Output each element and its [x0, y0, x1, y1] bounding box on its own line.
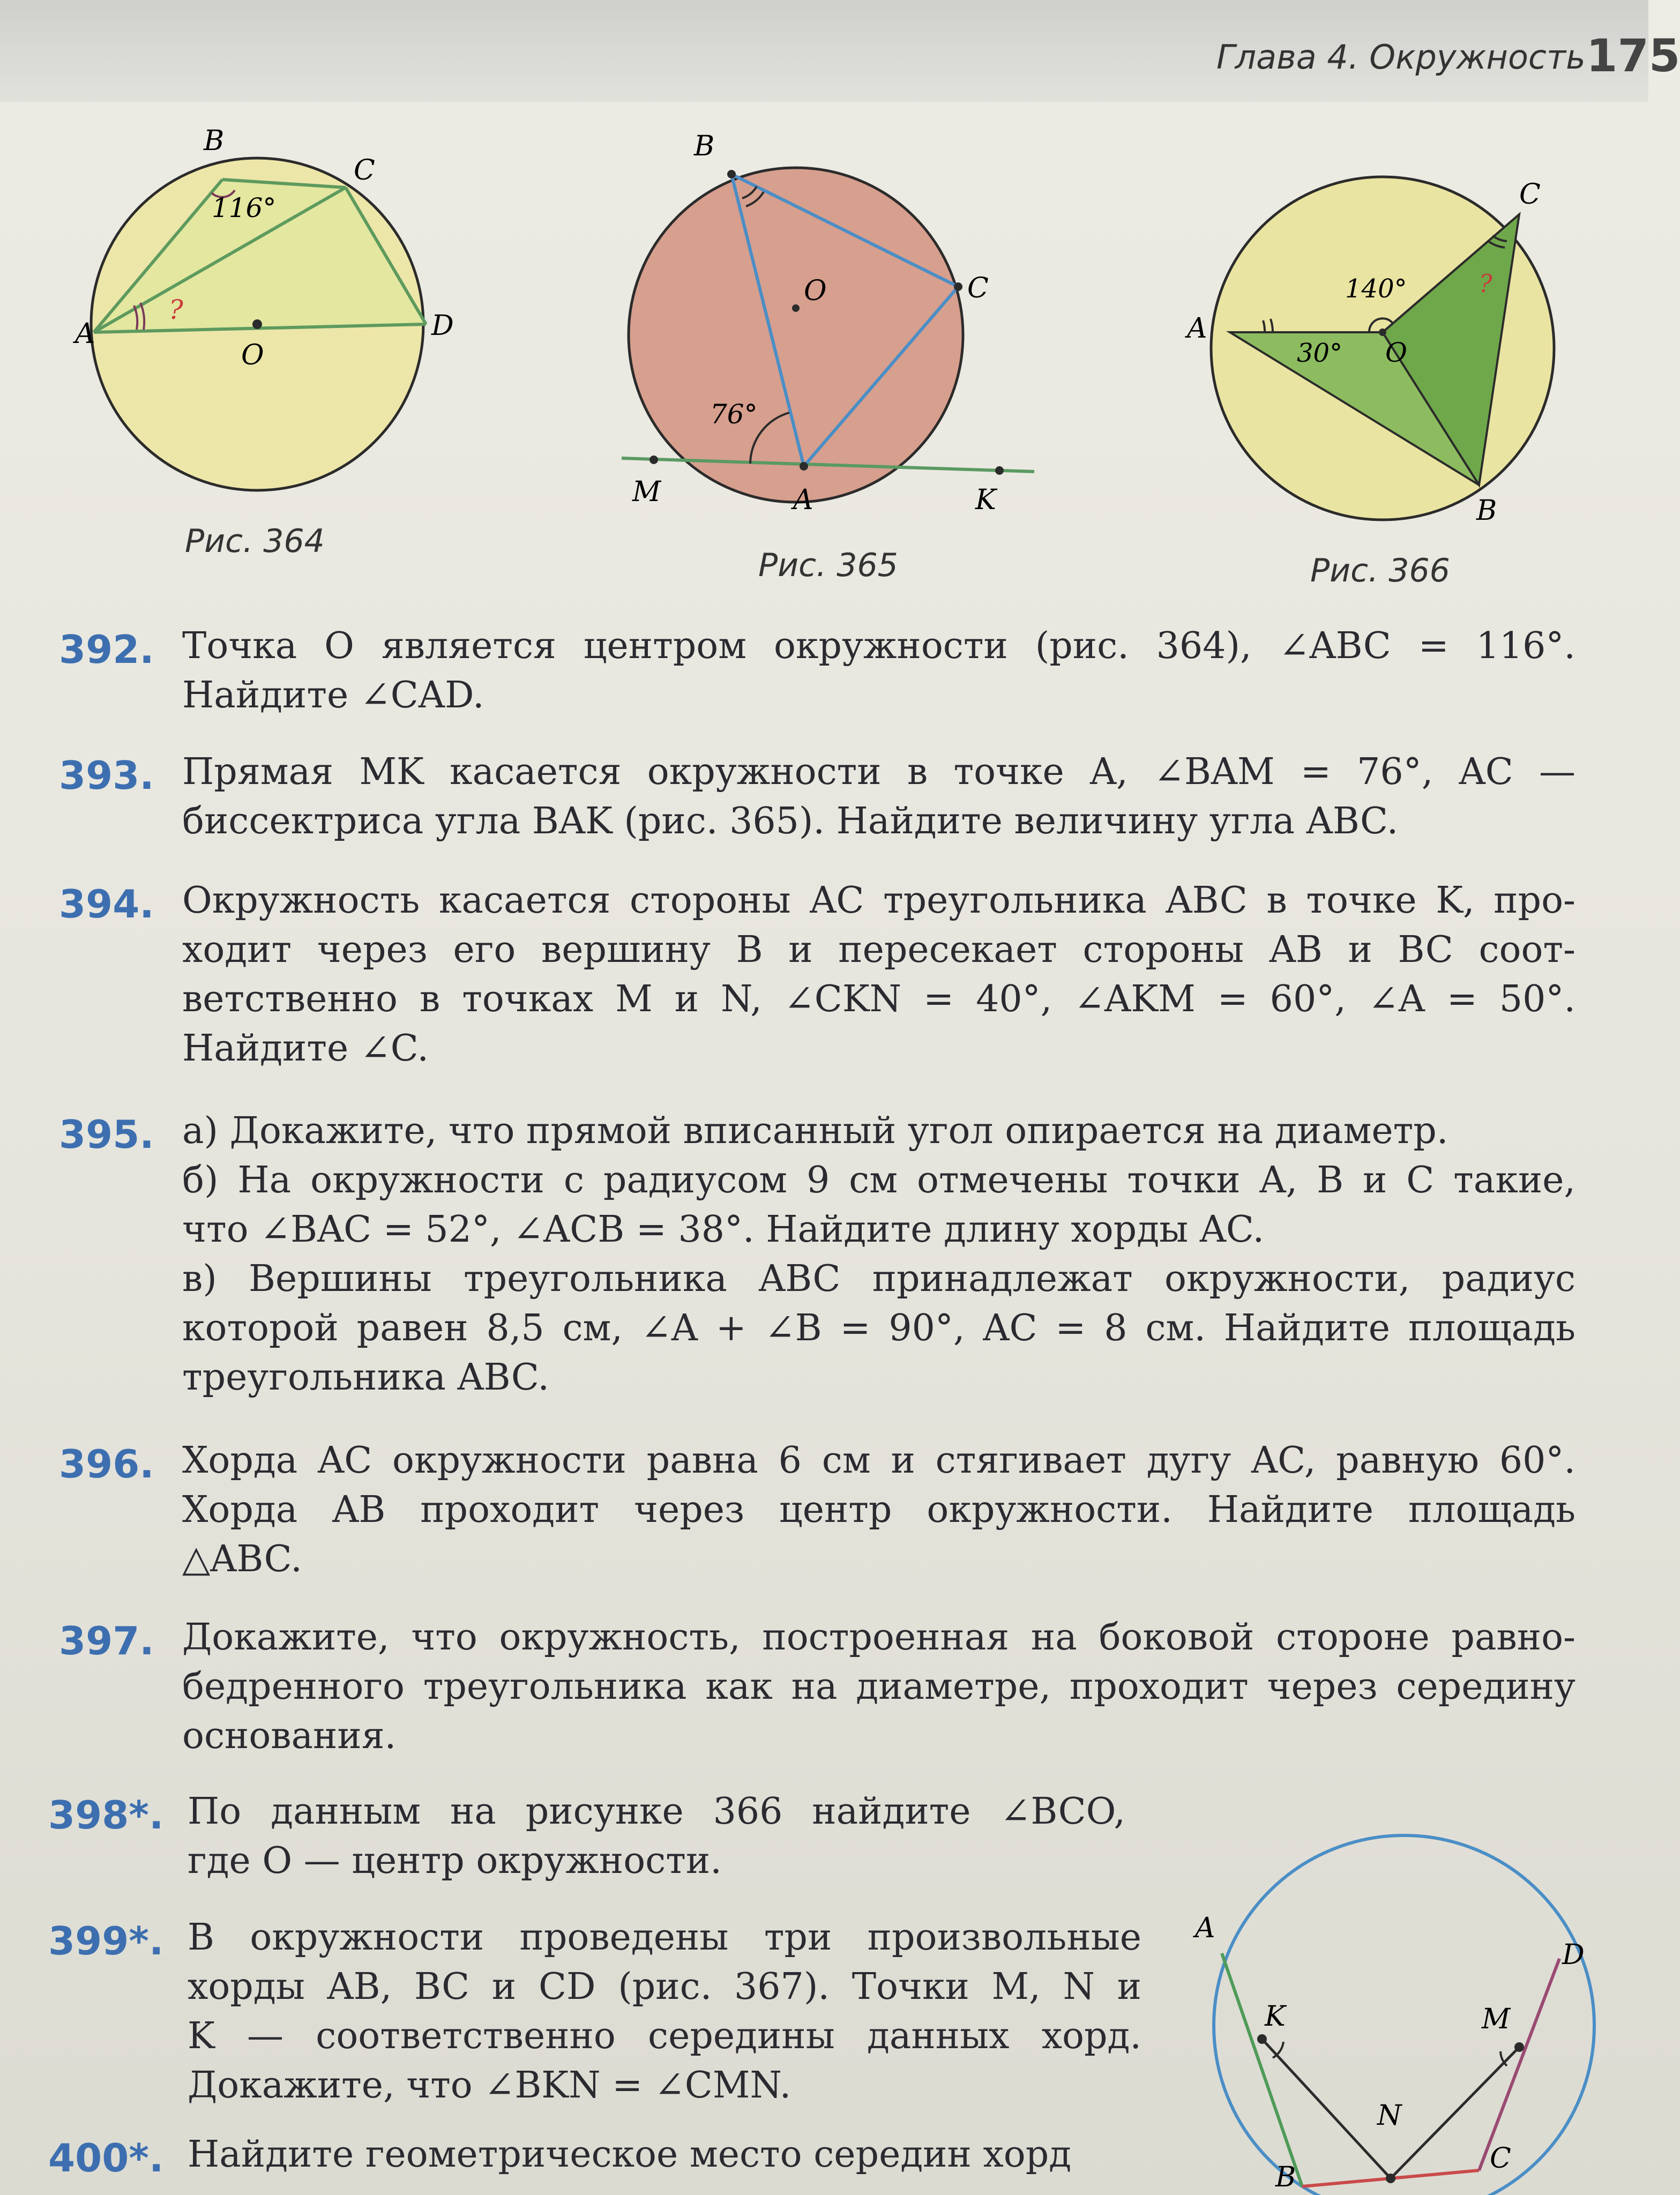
problem-number: 393.: [59, 753, 154, 798]
problem-text-line: Точка O является центром окружности (рис. 364), ∠ABC = 116°.: [182, 625, 1576, 667]
label-O: O: [804, 275, 827, 307]
figure-364: [75, 118, 456, 547]
label-C: C: [1490, 2142, 1511, 2175]
problem-text-line: треугольника ABC.: [182, 1356, 550, 1399]
figure-365: [611, 123, 1050, 541]
figure-366: [1179, 161, 1586, 547]
problem-text-line: которой равен 8,5 см, ∠A + ∠B = 90°, AC = 8 см. Найдите площадь: [182, 1307, 1576, 1349]
problem-text-line: K — соответственно середины данных хорд.: [188, 2015, 1141, 2057]
problem-number: 400*.: [48, 2136, 164, 2181]
page-number: 175: [1586, 29, 1680, 82]
problem-text-line: Найдите ∠CAD.: [182, 674, 484, 716]
caption-364: Рис. 364: [185, 522, 325, 560]
caption-366: Рис. 366: [1310, 552, 1450, 589]
angle-label: 76°: [710, 399, 758, 430]
label-B: B: [1476, 495, 1497, 527]
figure-367: [1158, 1790, 1648, 2195]
label-B: B: [1275, 2161, 1296, 2193]
label-D: D: [431, 310, 454, 342]
problem-text-line: Докажите, что окружность, построенная на боковой стороне равно-: [182, 1616, 1576, 1659]
problem-number: 394.: [59, 882, 154, 927]
label-A: A: [1187, 312, 1207, 345]
circle-365: [629, 168, 963, 502]
label-A: A: [75, 318, 95, 350]
problem-text-line: биссектриса угла BAK (рис. 365). Найдите величину угла ABC.: [182, 800, 1399, 842]
problem-number: 397.: [59, 1618, 154, 1663]
chapter-title: Глава 4. Окружность: [1216, 38, 1586, 77]
problem-text-line: Прямая MK касается окружности в точке A, ∠BAM = 76°, AC —: [182, 751, 1576, 793]
problem-text-line: Хорда AB проходит через центр окружности. Найдите площадь: [182, 1489, 1576, 1531]
label-M: M: [632, 476, 661, 508]
problem-number: 395.: [59, 1112, 154, 1157]
problem-text-line: ветственно в точках M и N, ∠CKN = 40°, ∠AKM = 60°, ∠A = 50°.: [182, 978, 1576, 1020]
problem-text-line: Докажите, что ∠BKN = ∠CMN.: [188, 2064, 792, 2107]
problem-text-line: где O — центр окружности.: [188, 1840, 722, 1882]
question-mark: ?: [1479, 269, 1492, 298]
label-K: K: [975, 484, 996, 516]
problem-text-line: Найдите геометрическое место середин хорд: [188, 2133, 1072, 2176]
label-D: D: [1562, 1939, 1585, 1971]
angle-30: 30°: [1297, 338, 1343, 368]
angle-label: 116°: [212, 192, 277, 223]
problem-text-line: По данным на рисунке 366 найдите ∠BCO,: [188, 1790, 1125, 1833]
problem-text-line: В окружности проведены три произвольные: [188, 1916, 1141, 1959]
problem-text-line: что ∠BAC = 52°, ∠ACB = 38°. Найдите длину хорды AC.: [182, 1208, 1265, 1251]
problem-number: 399*.: [48, 1918, 164, 1963]
problem-number: 398*.: [48, 1793, 164, 1838]
problem-text-line: бедренного треугольника как на диаметре, проходит через середину: [182, 1666, 1576, 1708]
label-B: B: [204, 125, 225, 157]
label-O: O: [241, 339, 264, 371]
problem-text-line: Хорда AC окружности равна 6 см и стягивает дугу AC, равную 60°.: [182, 1439, 1576, 1482]
label-B: B: [694, 130, 715, 162]
label-M: M: [1482, 2003, 1511, 2035]
label-C: C: [1519, 178, 1541, 211]
problem-text-line: в) Вершины треугольника ABC принадлежат окружности, радиус: [182, 1258, 1576, 1300]
problem-text-line: б) На окружности с радиусом 9 см отмечены точки A, B и C такие,: [182, 1159, 1576, 1201]
question-mark: ?: [169, 294, 183, 325]
label-C: C: [354, 154, 375, 186]
problem-text-line: ходит через его вершину B и пересекает стороны AB и BC соот-: [182, 929, 1576, 971]
label-O: O: [1385, 337, 1407, 368]
problem-text-line: хорды AB, BC и CD (рис. 367). Точки M, N и: [188, 1966, 1141, 2008]
label-A: A: [1195, 1912, 1215, 1944]
problem-number: 396.: [59, 1442, 154, 1487]
problem-text-line: △ABC.: [182, 1538, 302, 1580]
label-N: N: [1377, 2100, 1402, 2132]
caption-365: Рис. 365: [758, 547, 898, 584]
angle-140: 140°: [1345, 274, 1407, 304]
label-K: K: [1265, 2000, 1286, 2033]
problem-text-line: Найдите ∠C.: [182, 1027, 429, 1070]
problem-number: 392.: [59, 627, 154, 672]
problem-text-line: Окружность касается стороны AC треугольника ABC в точке K, про-: [182, 879, 1576, 922]
problem-text-line: основания.: [182, 1715, 397, 1757]
problem-text-line: а) Докажите, что прямой вписанный угол опирается на диаметр.: [182, 1110, 1448, 1152]
label-A: A: [793, 484, 813, 516]
label-C: C: [967, 272, 989, 304]
